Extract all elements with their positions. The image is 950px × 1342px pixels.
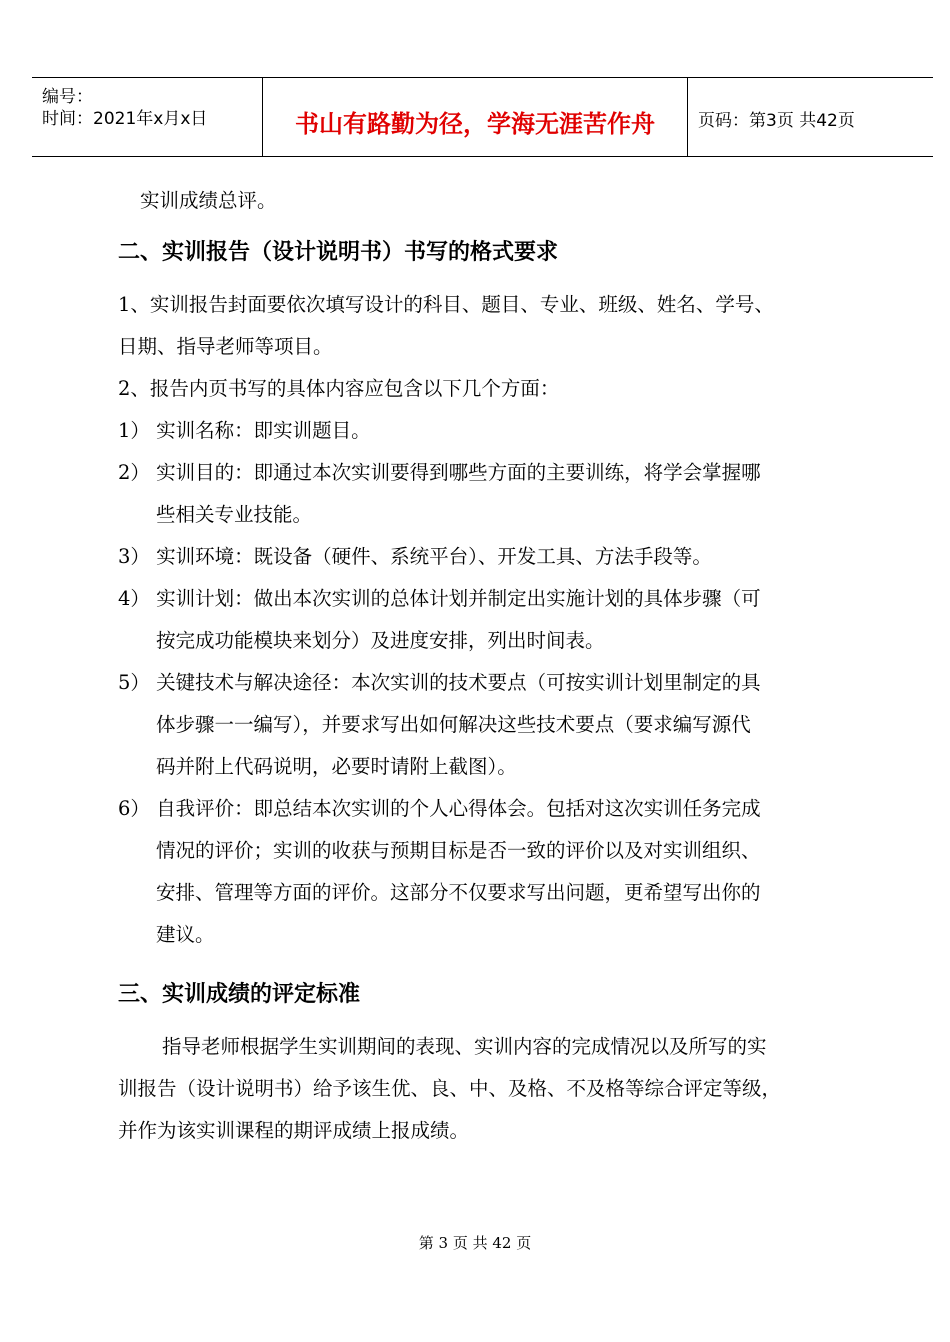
page-code: 页码：第3页 共42页 xyxy=(698,111,855,131)
intro-line: 实训成绩总评。 xyxy=(140,189,277,212)
para3-line1: 指导老师根据学生实训期间的表现、实训内容的完成情况以及所写的实 xyxy=(162,1035,767,1058)
sub6-line2: 情况的评价；实训的收获与预期目标是否一致的评价以及对实训组织、 xyxy=(156,839,761,862)
para3-line2: 训报告（设计说明书）给予该生优、良、中、及格、不及格等综合评定等级， xyxy=(118,1077,782,1100)
sub5-line2: 体步骤一一编写），并要求写出如何解决这些技术要点（要求编写源代 xyxy=(156,713,751,736)
header-motto: 书山有路勤为径，学海无涯苦作舟 xyxy=(295,109,655,138)
sub4-line1: 4） 实训计划：做出本次实训的总体计划并制定出实施计划的具体步骤（可 xyxy=(118,587,761,610)
time-label: 时间：2021年x月x日 xyxy=(42,109,208,129)
sub5-line3: 码并附上代码说明，必要时请附上截图）。 xyxy=(156,755,517,778)
sub2-line2: 些相关专业技能。 xyxy=(156,503,313,526)
document-body xyxy=(118,180,868,1152)
section2-title: 二、实训报告（设计说明书）书写的格式要求 xyxy=(118,240,559,265)
header-left-cell xyxy=(32,78,263,156)
para3-line3: 并作为该实训课程的期评成绩上报成绩。 xyxy=(118,1119,470,1142)
header-motto-cell xyxy=(263,78,688,156)
sub3: 3） 实训环境：既设备（硬件、系统平台）、开发工具、方法手段等。 xyxy=(118,545,712,568)
header-right-cell xyxy=(688,78,933,156)
section3-title: 三、实训成绩的评定标准 xyxy=(118,982,361,1007)
number-label: 编号： xyxy=(42,87,93,107)
sub4-line2: 按完成功能模块来划分）及进度安排，列出时间表。 xyxy=(156,629,605,652)
sub6-line3: 安排、管理等方面的评价。这部分不仅要求写出问题，更希望写出你的 xyxy=(156,881,761,904)
sub5-line1: 5） 关键技术与解决途径：本次实训的技术要点（可按实训计划里制定的具 xyxy=(118,671,761,694)
page-footer: 第 3 页 共 42 页 xyxy=(418,1234,532,1252)
item2: 2、报告内页书写的具体内容应包含以下几个方面： xyxy=(118,377,560,400)
item1-line2: 日期、指导老师等项目。 xyxy=(118,335,333,358)
sub6-line1: 6） 自我评价：即总结本次实训的个人心得体会。包括对这次实训任务完成 xyxy=(118,797,761,820)
sub2-line1: 2） 实训目的：即通过本次实训要得到哪些方面的主要训练，将学会掌握哪 xyxy=(118,461,761,484)
sub6-line4: 建议。 xyxy=(156,923,215,946)
page-header xyxy=(32,77,933,157)
sub1: 1） 实训名称：即实训题目。 xyxy=(118,419,371,442)
item1-line1: 1、实训报告封面要依次填写设计的科目、题目、专业、班级、姓名、学号、 xyxy=(118,293,774,316)
